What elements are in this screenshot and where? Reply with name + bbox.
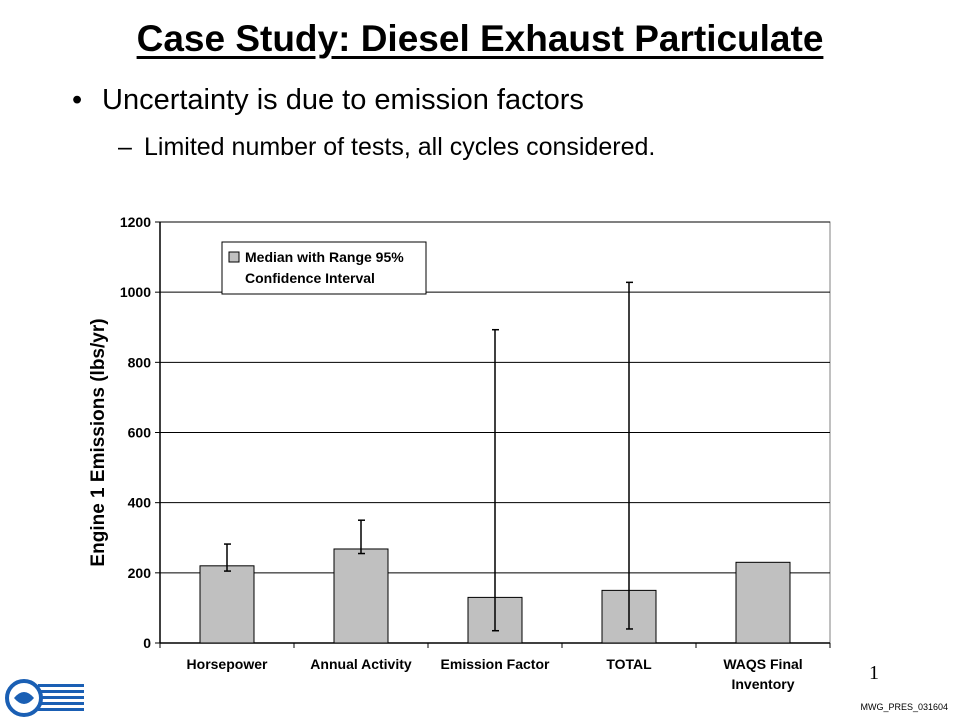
legend-label: Median with Range 95% [245, 249, 404, 265]
y-tick-label: 1200 [119, 214, 151, 230]
x-tick-label: Annual Activity [310, 656, 412, 672]
bullet-marker: • [72, 84, 83, 116]
legend-label: Confidence Interval [245, 270, 375, 286]
bullet-main-text: Uncertainty is due to emission factors [102, 84, 584, 116]
slide-title: Case Study: Diesel Exhaust Particulate [136, 18, 824, 59]
bar [736, 562, 790, 643]
y-tick-label: 0 [143, 635, 151, 651]
footer-code: MWG_PRES_031604 [860, 702, 948, 712]
x-tick-label: Emission Factor [440, 656, 550, 672]
bar-chart [60, 205, 880, 715]
bar [334, 549, 388, 643]
bar [200, 566, 254, 643]
y-tick-label: 400 [127, 494, 151, 511]
organization-logo [4, 678, 88, 718]
y-axis-label: Engine 1 Emissions (lbs/yr) [88, 318, 109, 567]
x-tick-label: WAQS Final [723, 656, 803, 672]
x-tick-label: Inventory [731, 676, 795, 692]
slide-number: 1 [869, 662, 879, 684]
x-tick-label: Horsepower [186, 656, 268, 672]
sub-bullet-marker: – [118, 133, 132, 161]
bullet-main [72, 84, 584, 117]
y-tick-label: 800 [127, 354, 151, 371]
x-tick-label: TOTAL [606, 656, 652, 672]
bullet-sub [118, 133, 655, 162]
y-tick-label: 1000 [119, 284, 151, 301]
bullet-sub-text: Limited number of tests, all cycles considered. [144, 133, 656, 161]
legend-swatch [229, 252, 239, 262]
y-tick-label: 200 [127, 564, 151, 581]
y-tick-label: 600 [127, 424, 151, 441]
chart [60, 205, 880, 715]
